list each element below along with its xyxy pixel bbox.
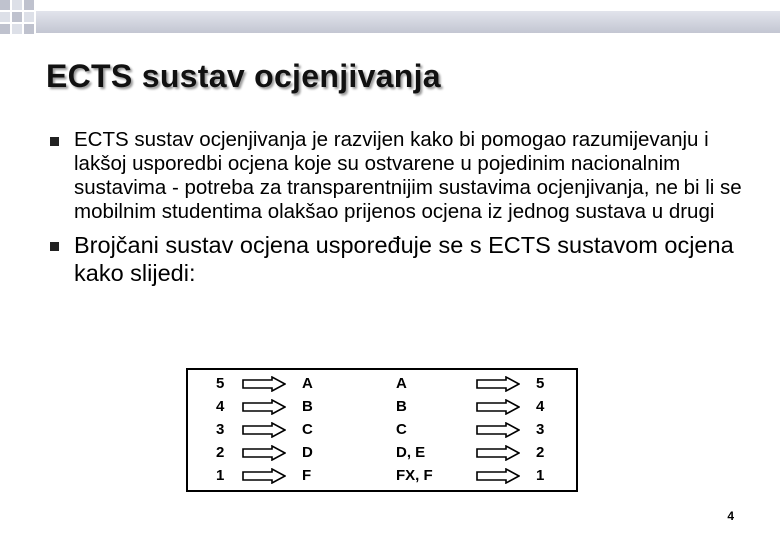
bullet-text: ECTS sustav ocjenjivanja je razvijen kako bi pomogao razumijevanju i lakšoj usporedbi ocjena koje su ostvarene u pojedinim nacionalnim sustavima - potreba za transparentnijim sustavima ocjenjivanja, ne bi li se mobilnim studentima olakšao prijenos ocjena iz jednog sustava u drugi bbox=[74, 128, 742, 223]
right-arrow-icon bbox=[242, 422, 286, 438]
national-grade: 4 bbox=[536, 398, 545, 415]
national-grade: 1 bbox=[536, 467, 545, 484]
right-arrow-icon bbox=[476, 468, 520, 484]
pattern-square bbox=[0, 24, 10, 34]
right-arrow-icon bbox=[476, 422, 520, 438]
ects-grade: B bbox=[302, 398, 313, 415]
national-grade: 3 bbox=[536, 421, 545, 438]
ects-grade: A bbox=[396, 375, 407, 392]
national-grade: 2 bbox=[216, 444, 225, 461]
national-grade: 2 bbox=[536, 444, 545, 461]
table-row bbox=[188, 465, 576, 487]
ects-grade: C bbox=[302, 421, 313, 438]
right-arrow-icon bbox=[476, 376, 520, 392]
square-bullet-icon bbox=[50, 242, 59, 251]
ects-grade: D, E bbox=[396, 444, 426, 461]
bullet-item bbox=[44, 231, 744, 287]
national-grade: 4 bbox=[216, 398, 225, 415]
right-arrow-icon bbox=[476, 399, 520, 415]
right-arrow-icon bbox=[242, 376, 286, 392]
national-grade: 5 bbox=[536, 375, 545, 392]
pattern-square bbox=[12, 12, 22, 22]
decorative-header-pattern bbox=[0, 0, 780, 40]
header-band bbox=[36, 11, 780, 33]
square-bullet-icon bbox=[50, 137, 59, 146]
pattern-square bbox=[0, 12, 10, 22]
table-row bbox=[188, 396, 576, 418]
pattern-square bbox=[24, 24, 34, 34]
pattern-square bbox=[24, 0, 34, 10]
slide-title: ECTS sustav ocjenjivanja bbox=[46, 58, 441, 94]
ects-grade: FX, F bbox=[396, 467, 433, 484]
national-grade: 5 bbox=[216, 375, 225, 392]
right-arrow-icon bbox=[242, 399, 286, 415]
bullet-text: Brojčani sustav ocjena uspoređuje se s ECTS sustavom ocjena kako slijedi: bbox=[74, 232, 734, 286]
grade-comparison-table bbox=[186, 368, 578, 492]
right-arrow-icon bbox=[476, 445, 520, 461]
table-row bbox=[188, 442, 576, 464]
pattern-square bbox=[24, 12, 34, 22]
national-grade: 3 bbox=[216, 421, 225, 438]
ects-grade: A bbox=[302, 375, 313, 392]
right-arrow-icon bbox=[242, 468, 286, 484]
bullet-list bbox=[44, 128, 744, 287]
pattern-square bbox=[0, 0, 10, 10]
ects-grade: C bbox=[396, 421, 407, 438]
bullet-item bbox=[44, 128, 744, 224]
ects-grade: B bbox=[396, 398, 407, 415]
page-number: 4 bbox=[727, 509, 734, 523]
right-arrow-icon bbox=[242, 445, 286, 461]
table-row bbox=[188, 419, 576, 441]
pattern-square bbox=[12, 24, 22, 34]
national-grade: 1 bbox=[216, 467, 225, 484]
ects-grade: F bbox=[302, 467, 312, 484]
ects-grade: D bbox=[302, 444, 313, 461]
pattern-square bbox=[12, 0, 22, 10]
table-row bbox=[188, 373, 576, 395]
